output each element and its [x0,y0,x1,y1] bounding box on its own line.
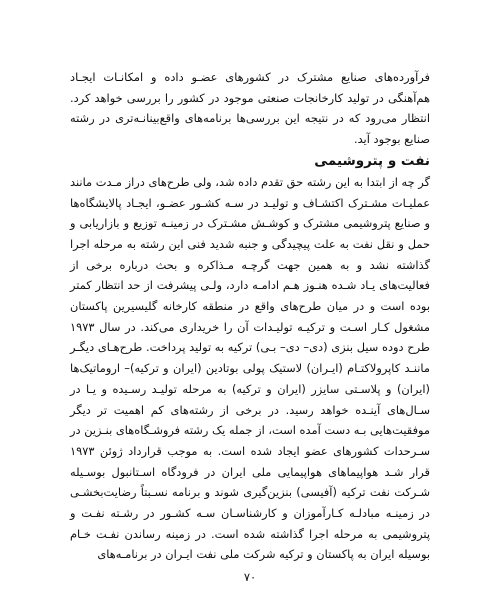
body-paragraph: گر چه از ابتدا به این رشته حق تقدم داده شد، ولی طرح‌های دراز مـدت مانند عملیـات مشـترک اکتشـاف و تولیـد در سـه کشـور عضـو، ایجـاد پالایشگاه‌ها و صنایع پتروشیمی مشترک و کوشـش مشـترک در زمینـه توزیع و بازاریابی و حمل و نقل نفت به علت پیچیدگی و جنبه شدید فنی این رشته به مرحله اجرا گذاشته نشد و به همین جهت گرچـه مـذاکره و بحث درباره برخی از فعالیت‌های یـاد شـده هنـوز هـم ادامـه دارد، ولـی پیشرفت از حد انتظار کمتر بوده است و در میان طرح‌های واقع در منطقه کارخانه گلیسیرین پاکستان مشغول کـار اسـت و ترکیـه تولیـدات آن را خریداری می‌کند. در سال ۱۹۷۳ طرح دوده سیل بنزی (دی– دی– بـی) ترکیه به تولید پرداخت. طرح‌هـای دیگـر ماننـد کاپرولاکتـام (ایـران) لاستیک پولی بوتادین (ایران و ترکیه)– اروماتیک‌ها (ایران) و پلاسـتی سایزر (ایران و ترکیه) به مرحله تولیـد رسـیده و یـا در سـال‌های آینـده خواهد رسید. در برخی از رشته‌های کم اهمیت تر دیگر موفقیت‌هایی بـه دست آمده است، از جمله یک رشته فروشـگاه‌های بنـزین در سـرحدات کشورهای عضو ایجاد شده است. به موجب قرارداد ژوئن ۱۹۷۳ قرار شـد هواپیماهای هواپیمایی ملی ایران در فرودگاه اسـتانبول بوسـیله شـرکت نفت ترکیه (آفیسی) بنزین‌گیری شوند و برنامه نسـبتاً رضایت‌بخشـی در زمینـه مبادلـه کـارآموزان و کارشناسـان سـه کشـور در رشـته نفـت و پتروشیمی به مرحله اجرا گذاشته شده است. در زمینه رساندن نفـت خـام بوسیله ایران به پاکستان و ترکیه شرکت ملی نفت ایـران در برنامـه‌های [70,174,430,562]
section-heading: نفت و پتروشیمی [314,152,430,169]
intro-paragraph: فرآورده‌های صنایع مشترک در کشورهای عضـو داده و امکانـات ایجـاد هم‌آهنگی در تولید کارخانجات صنعتی موجود در کشور را بررسی خواهد کرد. انتظار می‌رود که در نتیجه این بررسی‌ها برنامه‌های واقع‌بینانـه‌تری در رشته صنایع بوجود آید. [70,70,430,147]
page-number: ۷۰ [243,570,257,584]
document-page [70,67,430,565]
